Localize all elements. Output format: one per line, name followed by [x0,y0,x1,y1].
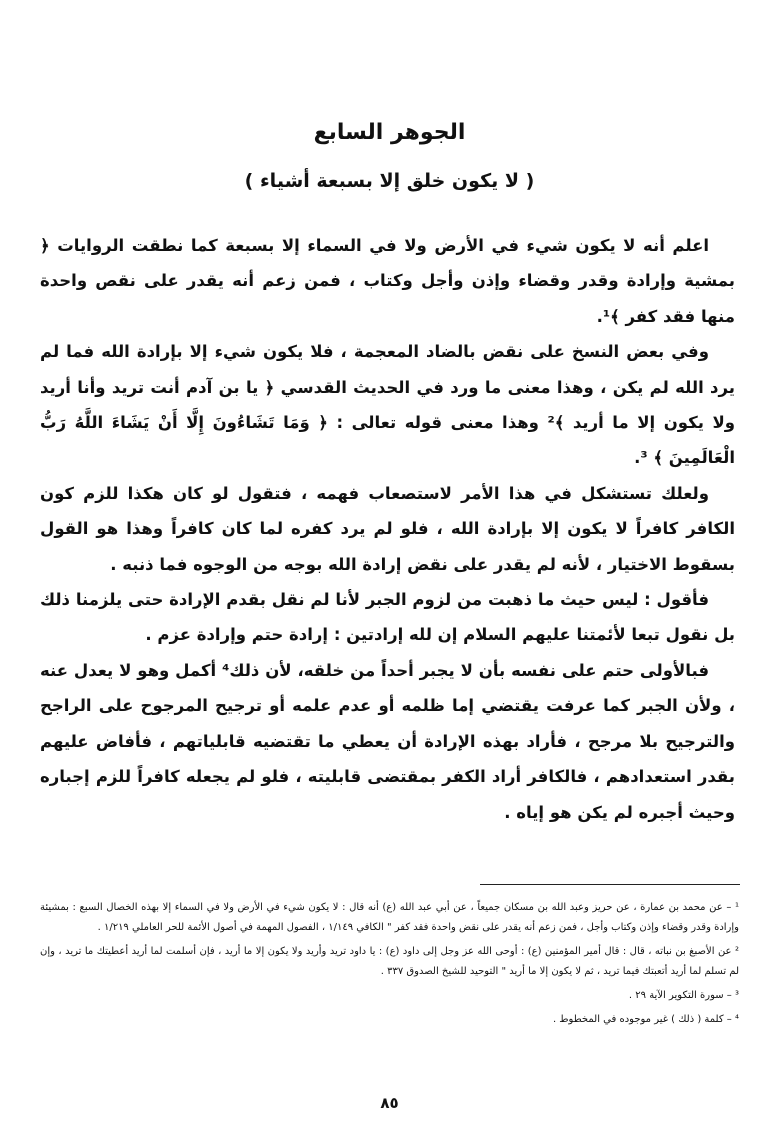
page-number: ٨٥ [380,1094,399,1112]
footnote: ⁴ – كلمة ( ذلك ) غير موجوده في المخطوط . [552,1014,739,1025]
paragraph: فأقول : ليس حيث ما ذهبت من لزوم الجبر لأنا لم نقل بقدم الإرادة حتى يلزمنا ذلك بل نقول تبعا لأئمتنا عليهم السلام إن لله إرادتين : إرادة حتم وإرادة عزم . [40,590,735,645]
footnote: ¹ – عن محمد بن عمارة ، عن حريز وعبد الله بن مسكان جميعاً ، عن أبي عبد الله (ع) أنه قال : لا يكون شيء في الأرض ولا في السماء إلا بهذه الخصال السبع : بمشيئة وإرادة وقدر وقضاء وإذن وكتاب وأجل ، فمن زعم أنه يقدر على نقض واحدة فقد كفر " الكافي ١/١٤٩ ، الفصول المهمة في أصول الأئمة للحر العاملي ١/٢١٩ . [40,902,739,933]
paragraph: ولعلك تستشكل في هذا الأمر لاستصعاب فهمه ، فتقول لو كان هكذا للزم كون الكافر كافراً لا يكون إلا بإرادة الله ، فلو لم يرد كفره لما كان كافراً وهذا هو القول بسقوط الاختيار ، لأنه لم يقدر على نقض إرادة الله بوجه من الوجوه فما ذنبه . [40,483,735,574]
paragraph: اعلم أنه لا يكون شيء في الأرض ولا في السماء إلا بسبعة كما نطقت الروايات ﴿ بمشية وإرادة وقدر وقضاء وإذن وأجل وكتاب ، فمن زعم أنه يقدر على نقص واحدة منها فقد كفر ﴾¹. [40,236,735,326]
footnotes [40,898,739,1034]
chapter-title: الجوهر السابع [313,120,466,145]
body-text [40,228,735,830]
paragraph: وفي بعض النسخ على نقض بالضاد المعجمة ، فلا يكون شيء إلا بإرادة الله فما لم يرد الله لم يكن ، وهذا معنى ما ورد في الحديث القدسي ﴿ يا بن آدم أنت تريد وأنا أريد ولا يكون إلا ما أريد ﴾² وهذا معنى قوله تعالى : ﴿ وَمَا تَشَاءُونَ إِلَّا أَنْ يَشَاءَ اللَّهُ رَبُّ الْعَالَمِينَ ﴾ ³. [40,342,735,468]
footnote: ² عن الأصبغ بن نباته ، قال : قال أمير المؤمنين (ع) : أوحى الله عز وجل إلى داود (ع) : يا داود تريد وأريد ولا يكون إلا ما أريد ، فإن أسلمت لما أريد أعطيتك ما تريد ، وإن لم تسلم لما أريد أتعبتك فيما تريد ، ثم لا يكون إلا ما أريد " التوحيد للشيخ الصدوق ٣٣٧ . [40,946,739,977]
footnote: ³ – سورة التكوير الآية ٢٩ . [628,990,739,1001]
chapter-subtitle: ( لا يكون خلق إلا بسبعة أشياء ) [244,170,535,192]
paragraph: فبالأولى حتم على نفسه بأن لا يجبر أحداً من خلقه، لأن ذلك⁴ أكمل وهو لا يعدل عنه ، ولأن الجبر كما عرفت يقتضي إما ظلمه أو عدم علمه أو ترجيح المرجوح على الراجح والترجيح بلا مرجح ، فأراد بهذه الإرادة أن يعطي ما تقتضيه قابلياتهم ، فأفاض عليهم بقدر استعدادهم ، فالكافر أراد الكفر بمقتضى قابليته ، فلو لم يجعله كافراً للزم إجباره وحيث أجبره لم يكن هو إياه . [40,660,735,822]
footnote-divider [480,884,740,885]
